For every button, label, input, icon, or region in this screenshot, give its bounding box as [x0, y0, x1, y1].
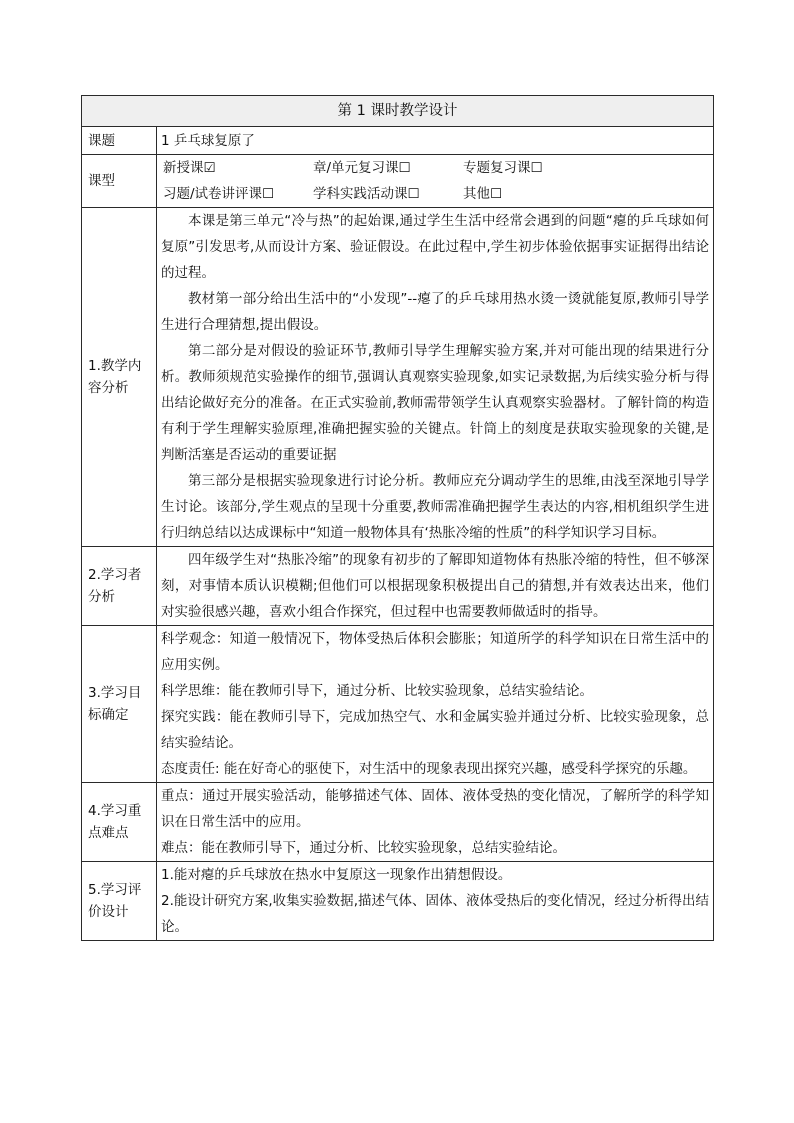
learner-analysis-paragraph: 四年级学生对“热胀冷缩”的现象有初步的了解即知道物体有热胀冷缩的特性，但不够深刻，对事情本质认识模糊;但他们可以根据现象积极提出自己的猜想,并有效表达出来，他们对实验很感兴趣，喜欢小组合作探究，但过程中也需要教师做适时的指导。: [161, 552, 710, 620]
objectives-body: [157, 626, 714, 783]
content-analysis-paragraph: 第三部分是根据实验现象进行讨论分析。教师应充分调动学生的思维,由浅至深地引导学生讨论。该部分,学生观点的呈现十分重要,教师需准确把握学生表达的内容,相机组织学生进行归纳总结以达成课标中“知道一般物体具有‘热胀冷缩的性质”的科学知识学习目标。: [161, 473, 710, 541]
content-analysis-label: 1.教学内容分析: [82, 208, 157, 547]
learner-analysis-body: [157, 547, 714, 626]
lesson-type-option: 其他☐: [463, 186, 503, 202]
key-points-body: [157, 783, 714, 862]
lesson-type-option: 习题/试卷讲评课☐: [163, 186, 275, 202]
lesson-type-option: 章/单元复习课☐: [313, 160, 411, 176]
content-analysis-paragraph: 教材第一部分给出生活中的“小发现”--瘪了的乒乓球用热水烫一烫就能复原,教师引导学生进行合理猜想,提出假设。: [161, 291, 710, 333]
content-analysis-paragraph: 本课是第三单元“冷与热”的起始课,通过学生生活中经常会遇到的问题“瘪的乒乓球如何复原”引发思考,从而设计方案、验证假设。在此过程中,学生初步体验依据事实证据得出结论的过程。: [161, 213, 710, 281]
key-point-line: 难点：能在教师引导下，通过分析、比较实验现象，总结实验结论。: [161, 840, 566, 856]
evaluation-line: 1.能对瘪的乒乓球放在热水中复原这一现象作出猜想假设。: [161, 867, 512, 883]
lesson-type-option: 学科实践活动课☐: [313, 186, 420, 202]
objective-line: 态度责任: 能在好奇心的驱使下，对生活中的现象表现出探究兴趣，感受科学探究的乐趣。: [161, 761, 697, 777]
evaluation-line: 2.能设计研究方案,收集实验数据,描述气体、固体、液体受热后的变化情况，经过分析得出结论。: [161, 893, 710, 935]
learner-analysis-label: 2.学习者分析: [82, 547, 157, 626]
objective-line: 探究实践：能在教师引导下，完成加热空气、水和金属实验并通过分析、比较实验现象，总结实验结论。: [161, 709, 710, 751]
topic-value: 1 乒乓球复原了: [157, 127, 714, 155]
content-analysis-paragraph: 第二部分是对假设的验证环节,教师引导学生理解实验方案,并对可能出现的结果进行分析。教师须规范实验操作的细节,强调认真观察实验现象,如实记录数据,为后续实验分析与得出结论做好充分的准备。在正式实验前,教师需带领学生认真观察实验器材。了解针筒的构造有利于学生理解实验原理,准确把握实验的关键点。针筒上的刻度是获取实验现象的关键,是判断活塞是否运动的重要证据: [161, 343, 710, 463]
lesson-type-label: 课型: [82, 155, 157, 208]
lesson-type-option: 新授课☑: [163, 160, 216, 176]
key-points-label: 4.学习重点难点: [82, 783, 157, 862]
table-title: 第 1 课时教学设计: [82, 96, 714, 127]
lesson-type-options: [157, 155, 714, 208]
lesson-type-option: 专题复习课☐: [463, 160, 543, 176]
topic-label: 课题: [82, 127, 157, 155]
evaluation-label: 5.学习评价设计: [82, 862, 157, 941]
key-point-line: 重点：通过开展实验活动，能够描述气体、固体、液体受热的变化情况，了解所学的科学知识在日常生活中的应用。: [161, 788, 710, 830]
evaluation-body: [157, 862, 714, 941]
lesson-plan-table: [81, 95, 714, 941]
objective-line: 科学观念：知道一般情况下，物体受热后体积会膨胀；知道所学的科学知识在日常生活中的应用实例。: [161, 631, 710, 673]
objectives-label: 3.学习目标确定: [82, 626, 157, 783]
content-analysis-body: [157, 208, 714, 547]
objective-line: 科学思维：能在教师引导下，通过分析、比较实验现象，总结实验结论。: [161, 683, 593, 699]
